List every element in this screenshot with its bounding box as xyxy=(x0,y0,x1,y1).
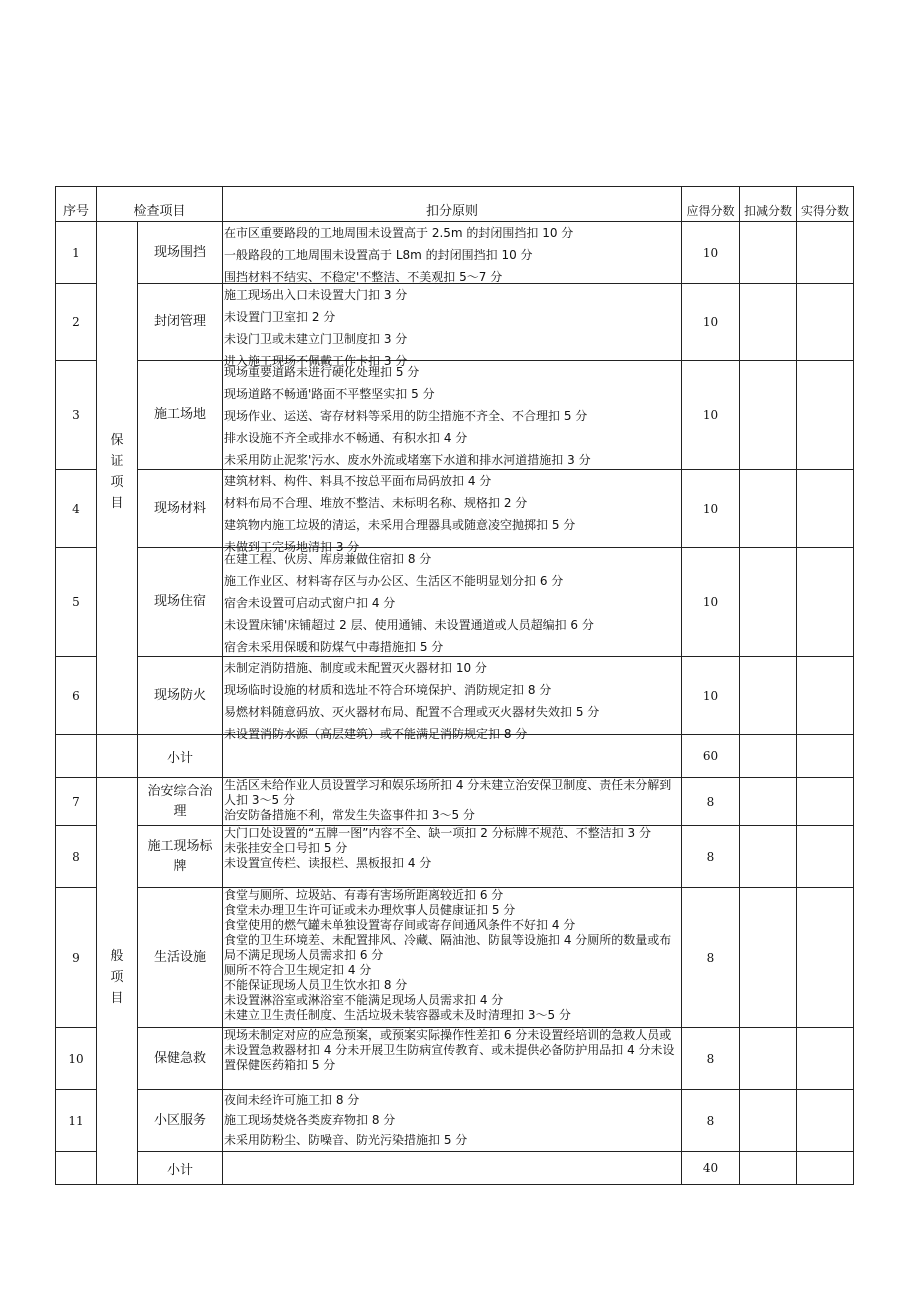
category-char: 般 xyxy=(110,948,124,964)
subtotal-label: 小计 xyxy=(166,1162,193,1178)
row-number: 5 xyxy=(72,595,80,609)
rule-line: 未设置床铺'床铺超过 2 层、使用通铺、未设置通道或人员超编扣 6 分 xyxy=(224,618,594,632)
header-deduct-score: 扣减分数 xyxy=(743,204,792,218)
subtotal-score: 60 xyxy=(702,749,719,763)
rule-line: 现场未制定对应的应急预案，或预案实际操作性差扣 6 分未设置经培训的急救人员或未设置急救器材扣 4 分未开展卫生防病宣传教育、或未提供必备防护用品扣 4 分未设置保健医药箱扣 5 分 xyxy=(224,1028,675,1072)
check-item-name: 现场防火 xyxy=(153,687,206,703)
rule-line: 现场临时设施的材质和选址不符合环境保护、消防规定扣 8 分 xyxy=(224,683,552,697)
category-general-items xyxy=(97,907,137,1047)
rule-line: 宿舍未设置可启动式窗户扣 4 分 xyxy=(224,596,396,610)
full-score: 10 xyxy=(702,408,719,422)
deduction-rules xyxy=(223,1090,681,1151)
deduction-rules xyxy=(223,470,681,554)
rule-line: 现场道路不畅通'路面不平整坚实扣 5 分 xyxy=(224,387,435,401)
rule-line: 施工现场出入口未设置大门扣 3 分 xyxy=(224,288,408,302)
deduction-rules xyxy=(223,222,681,283)
deduction-rules xyxy=(223,284,681,368)
row-number: 11 xyxy=(68,1113,84,1128)
row-number: 3 xyxy=(72,408,80,422)
full-score: 10 xyxy=(702,595,719,609)
deduction-rules xyxy=(223,548,681,656)
row-number: 10 xyxy=(68,1051,84,1066)
header-deduction-rule: 扣分原则 xyxy=(425,204,478,219)
rule-line: 排水设施不齐全或排水不畅通、有积水扣 4 分 xyxy=(224,431,468,445)
full-score: 8 xyxy=(706,950,715,965)
scoring-table xyxy=(55,186,854,1185)
rule-line: 未采用防粉尘、防噪音、防光污染措施扣 5 分 xyxy=(224,1133,468,1147)
deduction-rules xyxy=(223,361,681,469)
row-number: 6 xyxy=(72,688,80,703)
rule-line: 不能保证现场人员卫生饮水扣 8 分 xyxy=(224,978,408,992)
row-number: 2 xyxy=(72,315,80,329)
check-item-name: 施工现场标牌 xyxy=(147,838,213,874)
rule-line: 未制定消防措施、制度或未配置灭火器材扣 10 分 xyxy=(224,661,487,675)
row-number: 4 xyxy=(72,501,80,516)
full-score: 8 xyxy=(706,794,715,809)
rule-line: 食堂未办理卫生许可证或未办理炊事人员健康证扣 5 分 xyxy=(224,903,516,917)
category-char: 项 xyxy=(110,969,124,985)
deduction-rules xyxy=(223,826,681,887)
rule-line: 在市区重要路段的工地周围未设置高于 2.5m 的封闭围挡扣 10 分 xyxy=(224,226,574,240)
rule-line: 食堂使用的燃气罐未单独设置寄存间或寄存间通风条件不好扣 4 分 xyxy=(224,918,576,932)
rule-line: 在建工程、伙房、库房兼做住宿扣 8 分 xyxy=(224,552,432,566)
rule-line: 现场重要道路未进行硬化处理扣 5 分 xyxy=(224,365,420,379)
rule-line: 现场作业、运送、寄存材料等采用的防尘措施不齐全、不合理扣 5 分 xyxy=(224,409,588,423)
category-char: 证 xyxy=(110,454,124,469)
header-actual-score: 实得分数 xyxy=(800,204,849,218)
rule-line: 施工作业区、材料寄存区与办公区、生活区不能明显划分扣 6 分 xyxy=(224,574,564,588)
rule-line: 治安防备措施不利，常发生失盗事件扣 3～5 分 xyxy=(224,808,475,822)
rule-line: 厕所不符合卫生规定扣 4 分 xyxy=(224,963,372,977)
rule-line: 未张挂安全口号扣 5 分 xyxy=(224,841,348,855)
row-number: 1 xyxy=(72,245,80,260)
check-item-name: 现场围挡 xyxy=(153,244,206,260)
category-guarantee-items xyxy=(97,377,137,567)
rule-line: 宿舍未采用保暖和防煤气中毒措施扣 5 分 xyxy=(224,640,444,654)
full-score: 8 xyxy=(706,1113,715,1128)
rule-line: 未建立卫生责任制度、生活垃圾未装容器或未及时清理扣 3～5 分 xyxy=(224,1008,571,1022)
rule-line: 未采用防止泥浆'污水、废水外流或堵塞下水道和排水河道措施扣 3 分 xyxy=(224,453,591,467)
full-score: 10 xyxy=(702,501,719,516)
rule-line: 建筑材料、构件、料具不按总平面布局码放扣 4 分 xyxy=(224,474,492,488)
full-score: 10 xyxy=(702,315,719,329)
rule-line: 材料布局不合理、堆放不整洁、未标明名称、规格扣 2 分 xyxy=(224,496,528,510)
rule-line: 易燃材料随意码放、灭火器材布局、配置不合理或灭火器材失效扣 5 分 xyxy=(224,705,600,719)
rule-line: 未设置宣传栏、读报栏、黑板报扣 4 分 xyxy=(224,856,432,870)
rule-line: 未设置门卫室扣 2 分 xyxy=(224,310,336,324)
rule-line: 未设门卫或未建立门卫制度扣 3 分 xyxy=(224,332,408,346)
row-number: 8 xyxy=(72,849,80,864)
full-score: 8 xyxy=(706,1051,715,1066)
deduction-rules xyxy=(223,778,681,825)
check-item-name: 现场住宿 xyxy=(153,594,206,609)
rule-line: 施工现场焚烧各类废弃物扣 8 分 xyxy=(224,1113,396,1127)
full-score: 10 xyxy=(702,688,719,703)
check-item-name: 封闭管理 xyxy=(153,314,206,329)
subtotal-label: 小计 xyxy=(166,750,193,766)
rule-line: 夜间未经许可施工扣 8 分 xyxy=(224,1093,360,1107)
category-char: 目 xyxy=(110,496,124,511)
deduction-rules xyxy=(223,657,681,741)
rule-line: 生活区未给作业人员设置学习和娱乐场所扣 4 分未建立治安保卫制度、责任未分解到人扣 3～5 分 xyxy=(224,778,672,807)
rule-line: 食堂的卫生环境差、未配置排风、冷藏、隔油池、防鼠等设施扣 4 分厕所的数量或布局不满足现场人员需求扣 6 分 xyxy=(224,933,672,962)
category-char: 目 xyxy=(110,990,124,1006)
header-seq: 序号 xyxy=(62,204,89,219)
rule-line: 一般路段的工地周围未设置高于 L8m 的封闭围挡扣 10 分 xyxy=(224,248,533,262)
rule-line: 未设置淋浴室或淋浴室不能满足现场人员需求扣 4 分 xyxy=(224,993,504,1007)
row-number: 9 xyxy=(72,950,80,965)
rule-line: 食堂与厕所、垃圾站、有毒有害场所距离较近扣 6 分 xyxy=(224,888,504,902)
check-item-name: 现场材料 xyxy=(153,500,206,516)
rule-line: 未设置消防水源（高层建筑）或不能满足消防规定扣 8 分 xyxy=(224,727,528,741)
subtotal-score: 40 xyxy=(702,1161,719,1175)
header-full-score: 应得分数 xyxy=(686,204,735,218)
check-item-name: 小区服务 xyxy=(153,1112,206,1128)
deduction-rules xyxy=(223,888,681,1027)
rule-line: 建筑物内施工垃圾的清运，未采用合理器具或随意凌空抛掷扣 5 分 xyxy=(224,518,576,532)
row-number: 7 xyxy=(72,794,80,809)
check-item-name: 生活设施 xyxy=(153,949,206,965)
header-check-item: 检查项目 xyxy=(133,204,186,219)
rule-line: 大门口处设置的“五牌一图”内容不全、缺一项扣 2 分标牌不规范、不整洁扣 3 分 xyxy=(224,826,651,840)
rule-line: 进入施工现场不佩戴工作卡扣 3 分 xyxy=(224,354,408,368)
category-char: 保 xyxy=(110,433,124,448)
full-score: 8 xyxy=(706,849,715,864)
category-char: 项 xyxy=(110,475,124,490)
rule-line: 围挡材料不结实、不稳定'不整洁、不美观扣 5～7 分 xyxy=(224,270,503,284)
check-item-name: 治安综合治理 xyxy=(147,783,213,819)
rule-line: 未做到工完场地清扣 3 分 xyxy=(224,540,360,554)
check-item-name: 施工场地 xyxy=(153,407,206,422)
deduction-rules xyxy=(223,1028,681,1089)
check-item-name: 保健急救 xyxy=(153,1050,206,1066)
full-score: 10 xyxy=(702,245,719,260)
